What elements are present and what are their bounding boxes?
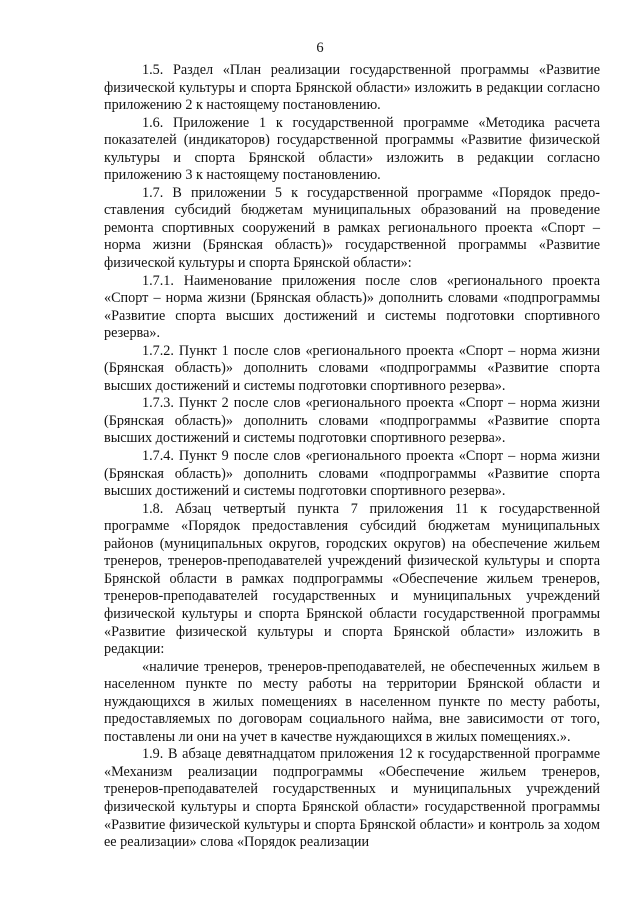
- document-body: [104, 62, 600, 852]
- paragraph-1-7: 1.7. В приложении 5 к государственной программе «Порядок предоставления субсидий бюджетам муниципальных образований на проведение ремонта спортивных сооружений в рамках регионального проекта «Спорт – норма жизни (Брянская область)» государственной программы «Развитие физической культуры и спорта Брянской области»:: [104, 184, 600, 272]
- paragraph-1-7-1: 1.7.1. Наименование приложения после слов «регионального проекта «Спорт – норма жизни (Брянская область)» дополнить словами «подпрограммы «Развитие спорта высших достижений и системы подготовки спортивного резерва».: [104, 272, 600, 342]
- paragraph-1-5: 1.5. Раздел «План реализации государственной программы «Развитие физической культуры и спорта Брянской области» изложить в редакции согласно приложению 2 к настоящему постановлению.: [104, 62, 600, 114]
- paragraph-1-7-2: 1.7.2. Пункт 1 после слов «регионального проекта «Спорт – норма жизни (Брянская область)» дополнить словами «подпрограммы «Развитие спорта высших достижений и системы подготовки спортивного резерва».: [104, 342, 600, 394]
- paragraph-1-9: 1.9. В абзаце девятнадцатом приложения 12 к государственной программе «Механизм реализации подпрограммы «Обеспечение жильем тренеров, тренеров-преподавателей государственных и муниципальных учреждений физической культуры и спорта Брянской области» государственной программы «Развитие физической культуры и спорта Брянской области» и контроль за ходом ее реализации» слова «Порядок реализации: [104, 746, 600, 851]
- paragraph-1-8: 1.8. Абзац четвертый пункта 7 приложения 11 к государственной программе «Порядок предоставления субсидий бюджетам муниципальных районов (муниципальных округов, городских округов) на обеспечение жильем тренеров, тренеров-преподавателей учреждений физической культуры и спорта Брянской области в рамках подпрограммы «Обеспечение жильем тренеров, тренеров-преподавателей государственных и муниципальных учреждений физической культуры и спорта Брянской области государственной программы «Развитие физической культуры и спорта Брянской области» изложить в редакции:: [104, 500, 600, 658]
- page-number: 6: [316, 40, 324, 56]
- paragraph-quote: «наличие тренеров, тренеров-преподавателей, не обеспеченных жильем в населенном пункте по месту работы на территории Брянской области и нуждающихся в жилых помещениях в населенном пункте по месту работы, предоставляемых по договорам социального найма, вне зависимости от того, поставлены ли они на учет в качестве нуждающихся в жилых помещениях.».: [104, 658, 600, 745]
- paragraph-1-7-3: 1.7.3. Пункт 2 после слов «регионального проекта «Спорт – норма жизни (Брянская область)» дополнить словами «подпрограммы «Развитие спорта высших достижений и системы подготовки спортивного резерва».: [104, 395, 600, 447]
- paragraph-1-7-4: 1.7.4. Пункт 9 после слов «регионального проекта «Спорт – норма жизни (Брянская область)» дополнить словами «подпрограммы «Развитие спорта высших достижений и системы подготовки спортивного резерва».: [104, 448, 600, 500]
- paragraph-1-6: 1.6. Приложение 1 к государственной программе «Методика расчета показателей (индикаторов) государственной программы «Развитие физической культуры и спорта Брянской области» изложить в редакции согласно приложению 3 к настоящему постановлению.: [104, 114, 600, 184]
